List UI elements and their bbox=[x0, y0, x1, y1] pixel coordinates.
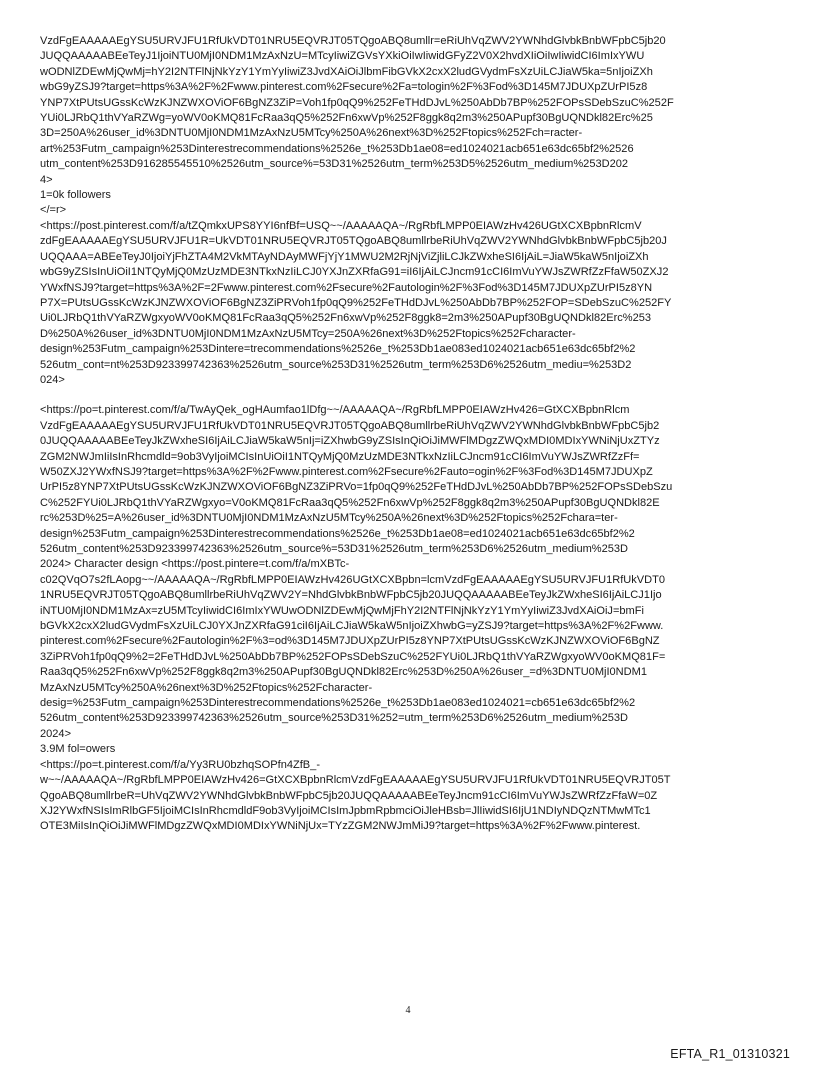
document-body bbox=[40, 34, 776, 835]
email-text-block: <https://po=t.pinterest.com/f/a/TwAyQek_ogHAumfao1lDfg~~/AAAAAQA~/RgRbfLMPP0EIAWzHv426=GtXCXBpbnRlcm VzdFgEAAAAAEgYSU5URVJFU1RfUkVDT01NRU5EQVRJT05TQgoABQ8umllrbeRiUhVqZWV2YWNhdGlvbkBnbWFpbC5jb2 0JUQQAAAAABEeTeyJkZWxheSI6IjAiLCJiaW5kaW5nIj=iZXhwbG9yZSIsInQiOiJiMWFlMDgzZWQxMDI0MDIxYWNiNjUxZTYz ZGM2NWJmIiIsInRhcmdld=9ob3VyIjoiMCIsInUiOiI1NTQyMjQ0MzUzMDE3NTkxNzIiLCJncm91cCI6ImVuYWJsZWRfZzFf= W50ZXJ2YWxfNSJ9?target=https%3A%2F%2Fwww.pinterest.com%2Fsecure%2Fauto=ogin%2F%3Fod%3D145M7JDUXpZ UrPI5z8YNP7XtPUtsUGssKcWzKJNZWXOViOF6BgNZ3ZiPRVo=1fp0qQ9%252FeTHdDJvL%250AbDb7BP%252FOPsSDebSzu C%252FYUi0LJRbQ1thVYaRZWgxyo=V0oKMQ81FcRaa3qQ5%252Fn6xwVp%252F8ggk8q2m3%250APupf30BgUQNDkl82E rc%253D%25=A%26user_id%3DNTU0MjI0NDM1MzAxNzU5MTcy%250A%26next%3D%252Ftopics%252Fchara=ter- design%253Futm_campaign%253Dinterestrecommendations%2526e_t%253Db1ae08=ed1024021acb651e63dc65bf2%2 526utm_content%253D923399742363%2526utm_source%=53D31%2526utm_term%253D6%2526utm_medium%253D 2024> Character design <https://post.pintere=t.com/f/a/mXBTc- c02QVqO7s2fLAopg~~/AAAAAQA~/RgRbfLMPP0EIAWzHv426UGtXCXBpbn=lcmVzdFgEAAAAAEgYSU5URVJFU1RfUkVDT0 1NRU5EQVRJT05TQgoABQ8umllrbeRiUhVqZWV2Y=NhdGlvbkBnbWFpbC5jb20JUQQAAAAABEeTeyJkZWxheSI6IjAiLCJ1Ijo iNTU0MjI0NDM1MzAx=zU5MTcyIiwidCI6ImIxYWUwODNlZDEwMjQwMjFhY2I2NTFlNjNkYzY1YmYyIiwiZ3JvdXAiOiJ=bmFi bGVkX2cxX2ludGVydmFsXzUiLCJ0YXJnZXRfaG91ciI6IjAiLCJiaW5kaW5nIjoiZXhwbG=yZSJ9?target=https%3A%2F%2Fwww. pinterest.com%2Fsecure%2Fautologin%2F%3=od%3D145M7JDUXpZUrPI5z8YNP7XtPUtsUGssKcWzKJNZWXOViOF6BgNZ 3ZiPRVoh1fp0qQ9%2=2FeTHdDJvL%250AbDb7BP%252FOPsSDebSzuC%252FYUi0LJRbQ1thVYaRZWgxyoWV0oKMQ81F= Raa3qQ5%252Fn6xwVp%252F8ggk8q2m3%250APupf30BgUQNDkl82Erc%253D%250A%26user_=d%3DNTU0MjI0NDM1 MzAxNzU5MTcy%250A%26next%3D%252Ftopics%252Fcharacter- desig=%253Futm_campaign%253Dinterestrecommendations%2526e_t%253Db1ae083ed1024021=cb651e63dc65bf2%2 526utm_content%253D923399742363%2526utm_source%253D31%252=utm_term%253D6%2526utm_medium%253D 2024> 3.9M fol=owers <https://po=t.pinterest.com/f/a/Yy3RU0bzhqSOPfn4ZfB_- w~~/AAAAAQA~/RgRbfLMPP0EIAWzHv426=GtXCXBpbnRlcmVzdFgEAAAAAEgYSU5URVJFU1RfUkVDT01NRU5EQVRJT05T QgoABQ8umllrbeR=UhVqZWV2YWNhdGlvbkBnbWFpbC5jb20JUQQAAAAABEeTeyJncm91cCI6ImVuYWJsZWRfZzFfaW=0Z XJ2YWxfNSIsImRlbGF5IjoiMCIsInRhcmdldF9ob3VyIjoiMCIsImJpbmRpbmciOiJleHBsb=JlIiwidSI6IjU1NDIyNDQzNTMwMTc1 OTE3MiIsInQiOiJiMWFlMDgzZWQxMDI0MDIxYWNiNjUx=TYzZGM2NWJmMiJ9?target=https%3A%2F%2Fwww.pinterest. bbox=[40, 404, 673, 833]
email-text-block: VzdFgEAAAAAEgYSU5URVJFU1RfUkVDT01NRU5EQVRJT05TQgoABQ8umllr=eRiUhVqZWV2YWNhdGlvbkBnbWFpbC5jb20 JUQQAAAAABEeTeyJ1IjoiNTU0MjI0NDM1MzAxNzU=MTcyIiwiZGVsYXkiOiIwIiwidGFyZ2V0X2hvdXIiOiIwIiwidCI6ImIxYWU wODNlZDEwMjQwMj=hY2I2NTFlNjNkYzY1YmYyIiwiZ3JvdXAiOiJlbmFibGVkX2cxX2ludGVydmFsXzUiLCJiaW5ka=5nIjoiZXh wbG9yZSJ9?target=https%3A%2F%2Fwww.pinterest.com%2Fsecure%2Fa=tologin%2F%3Fod%3D145M7JDUXpZUrPI5z8 YNP7XtPUtsUGssKcWzKJNZWXOViOF6BgNZ3ZiP=Voh1fp0qQ9%252FeTHdDJvL%250AbDb7BP%252FOPsSDebSzuC%252F YUi0LJRbQ1thVYaRZWg=yoWV0oKMQ81FcRaa3qQ5%252Fn6xwVp%252F8ggk8q2m3%250APupf30BgUQNDkl82Erc%25 3D=250A%26user_id%3DNTU0MjI0NDM1MzAxNzU5MTcy%250A%26next%3D%252Ftopics%252Fch=racter- art%253Futm_campaign%253Dinterestrecommendations%2526e_t%253Db1ae08=ed1024021acb651e63dc65bf2%2526 utm_content%253D916285545510%2526utm_source%=53D31%2526utm_term%253D5%2526utm_medium%253D202 4> 1=0k followers </=r> <https://post.pinterest.com/f/a/tZQmkxUPS8YYI6nfBf=USQ~~/AAAAAQA~/RgRbfLMPP0EIAWzHv426UGtXCXBpbnRlcmV zdFgEAAAAAEgYSU5URVJFU1R=UkVDT01NRU5EQVRJT05TQgoABQ8umllrbeRiUhVqZWV2YWNhdGlvbkBnbWFpbC5jb20J UQQAAA=ABEeTeyJ0IjoiYjFhZTA4M2VkMTAyNDAyMWFjYjY1MWU2M2RjNjViZjliLCJkZWxheSI6IjAiL=JiaW5kaW5nIjoiZXh wbG9yZSIsInUiOiI1NTQyMjQ0MzUzMDE3NTkxNzIiLCJ0YXJnZXRfaG91=iI6IjAiLCJncm91cCI6ImVuYWJsZWRfZzFfaW50ZXJ2 YWxfNSJ9?target=https%3A%2F=2Fwww.pinterest.com%2Fsecure%2Fautologin%2F%3Fod%3D145M7JDUXpZUrPI5z8YN P7X=PUtsUGssKcWzKJNZWXOViOF6BgNZ3ZiPRVoh1fp0qQ9%252FeTHdDJvL%250AbDb7BP%252FOP=SDebSzuC%252FY Ui0LJRbQ1thVYaRZWgxyoWV0oKMQ81FcRaa3qQ5%252Fn6xwVp%252F8ggk8=2m3%250APupf30BgUQNDkl82Erc%253 D%250A%26user_id%3DNTU0MjI0NDM1MzAxNzU5MTcy=250A%26next%3D%252Ftopics%252Fcharacter- design%253Futm_campaign%253Dintere=trecommendations%2526e_t%253Db1ae083ed1024021acb651e63dc65bf2%2 526utm_cont=nt%253D923399742363%2526utm_source%253D31%2526utm_term%253D6%2526utm_mediu=%253D2 024> bbox=[40, 35, 674, 386]
bates-number: EFTA_R1_01310321 bbox=[670, 1047, 790, 1061]
page-number: 4 bbox=[405, 1005, 411, 1016]
paragraph-spacer bbox=[40, 388, 776, 403]
